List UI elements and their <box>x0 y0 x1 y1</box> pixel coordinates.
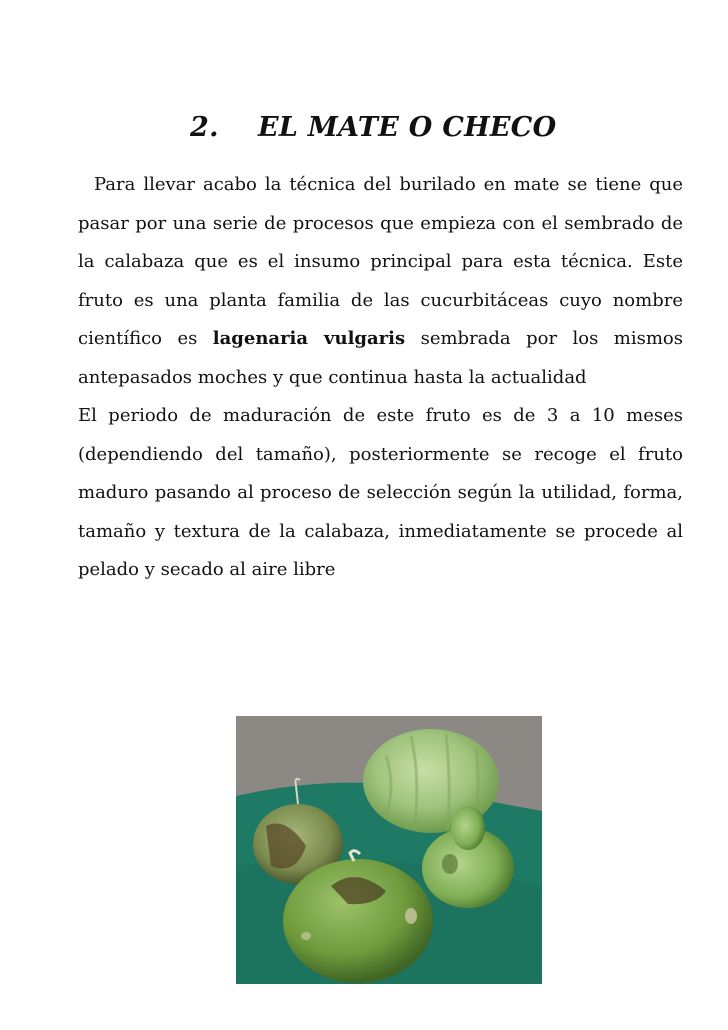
bottle-gourd-blemish <box>442 854 458 874</box>
gourds-photo <box>236 716 542 984</box>
paragraph-1-tail: sembrada por los mismos antepasados moches y que continua hasta la actualidad <box>78 328 683 388</box>
front-gourd-spot <box>405 908 417 924</box>
body-text <box>78 166 683 590</box>
section-number: 2. <box>190 112 219 143</box>
scientific-name: lagenaria vulgaris <box>212 328 406 349</box>
paragraph-1-lead: Para llevar acabo la técnica del burilado en mate se tiene que pasar por una serie de procesos que empieza con el sembrado de la calabaza que es el insumo principal para esta técnica. Este fruto es una planta familia de las cucurbitáceas cuyo nombre científico es <box>78 174 683 349</box>
front-gourd-spot-2 <box>301 932 311 940</box>
paragraph-2: El periodo de maduración de este fruto es de 3 a 10 meses (dependiendo del tamaño), posteriormente se recoge el fruto maduro pasando al proceso de selección según la utilidad, forma, tamaño y textura de la calabaza, inmediatamente se procede al pelado y secado al aire libre <box>78 405 683 580</box>
paragraph-1 <box>78 166 683 397</box>
gourds-illustration <box>236 716 542 984</box>
section-title: EL MATE O CHECO <box>258 112 557 143</box>
bottle-gourd-neck <box>451 806 485 850</box>
